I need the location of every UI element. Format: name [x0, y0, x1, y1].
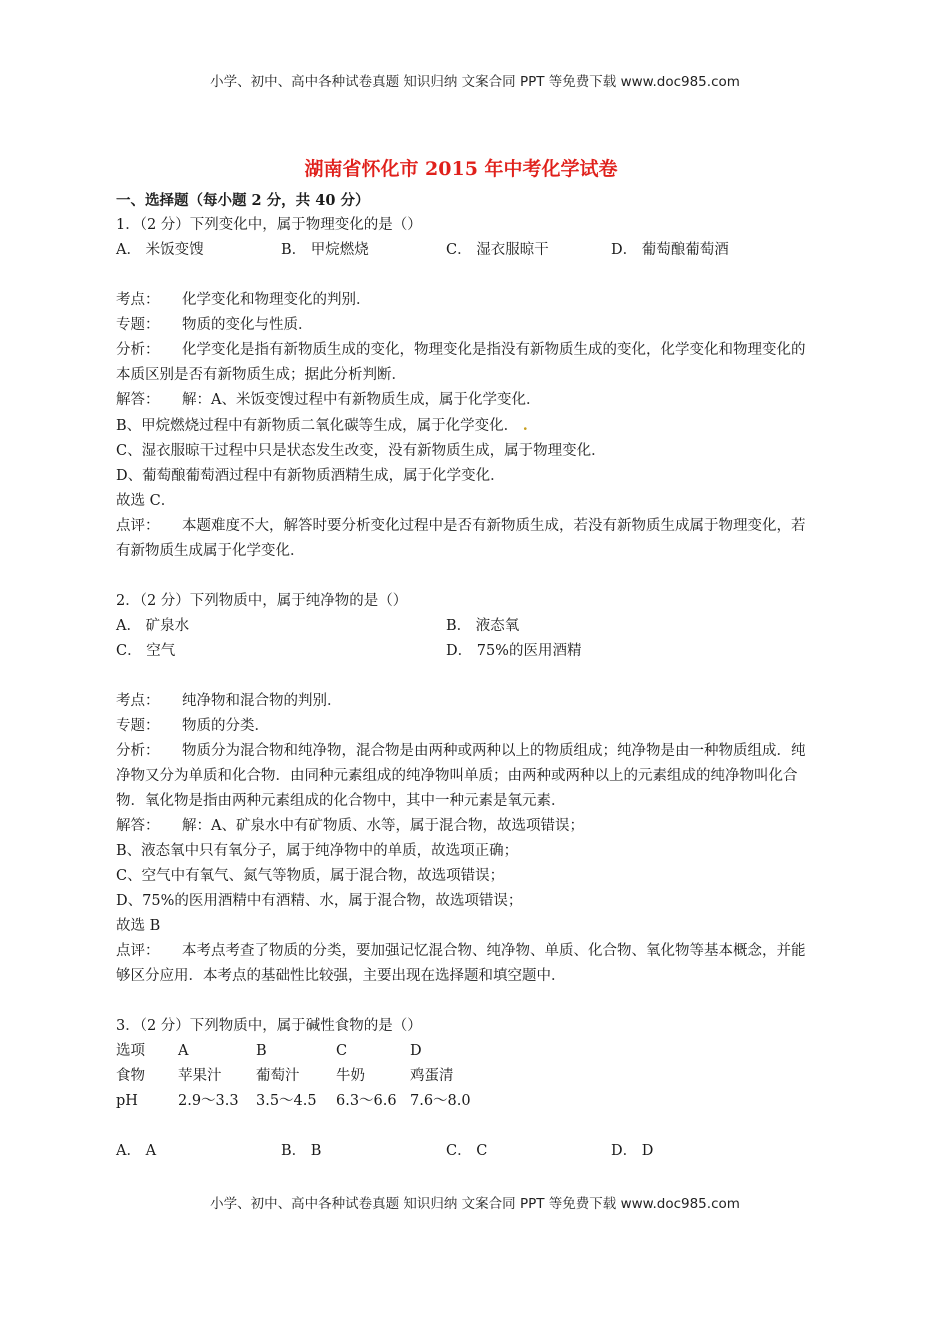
kaodian-label: 考点： — [116, 292, 160, 308]
table-cell: A — [178, 1043, 189, 1059]
option-c: C． 湿衣服晾干 — [446, 242, 549, 258]
option-a: A． 米饭变馊 — [116, 242, 204, 258]
dianping-line — [116, 514, 806, 564]
ph-table — [116, 1039, 490, 1114]
fenxi-text: 化学变化是指有新物质生成的变化，物理变化是指没有新物质生成的变化，化学变化和物理变化的本质区别是否有新物质生成；据此分析判断． — [116, 342, 806, 383]
table-cell: C — [336, 1043, 348, 1059]
dianping-text: 本考点考查了物质的分类，要加强记忆混合物、纯净物、单质、化合物、氧化物等基本概念，并能够区分应用．本考点的基础性比较强，主要出现在选择题和填空题中． — [116, 943, 806, 984]
jieda-text-b: B、甲烷燃烧过程中有新物质二氧化碳等生成，属于化学变化． — [116, 418, 519, 434]
question-stem: 3．（2 分）下列物质中，属于碱性食物的是（） — [116, 1018, 422, 1034]
question-3 — [116, 1014, 806, 1164]
table-cell: D — [410, 1043, 422, 1059]
option-b: B． 液态氧 — [446, 618, 520, 634]
fenxi-line — [116, 338, 806, 388]
option-a: A． 矿泉水 — [116, 618, 190, 634]
dianping-line — [116, 939, 806, 989]
table-cell: 6.3～6.6 — [336, 1093, 397, 1109]
page-title: 湖南省怀化市 2015 年中考化学试卷 — [304, 158, 618, 180]
table-cell: 食物 — [116, 1068, 145, 1084]
table-cell: pH — [116, 1093, 138, 1109]
zhuanti-line — [116, 714, 806, 739]
fenxi-label: 分析： — [116, 743, 160, 759]
table-cell: 葡萄汁 — [256, 1068, 300, 1084]
table-row — [116, 1089, 490, 1114]
option-d: D． 75%的医用酒精 — [446, 643, 582, 659]
jieda-label: 解答： — [116, 392, 160, 408]
kaodian-text: 化学变化和物理变化的判别． — [182, 292, 371, 308]
answer-line: 故选 B — [116, 918, 161, 934]
jieda-label: 解答： — [116, 818, 160, 834]
jieda-text-a: 解：A、矿泉水中有矿物质、水等，属于混合物，故选项错误； — [182, 818, 584, 834]
table-cell: 苹果汁 — [178, 1068, 222, 1084]
section-heading: 一、选择题（每小题 2 分，共 40 分） — [116, 192, 370, 209]
jieda-text-d: D、葡萄酿葡萄酒过程中有新物质酒精生成，属于化学变化． — [116, 468, 505, 484]
zhuanti-label: 专题： — [116, 317, 160, 333]
fenxi-label: 分析： — [116, 342, 160, 358]
table-cell: 牛奶 — [336, 1068, 365, 1084]
table-cell: 2.9～3.3 — [178, 1093, 239, 1109]
jieda-line — [116, 814, 806, 839]
fenxi-text: 物质分为混合物和纯净物，混合物是由两种或两种以上的物质组成；纯净物是由一种物质组成．纯净物又分为单质和化合物．由同种元素组成的纯净物叫单质；由两种或两种以上的元素组成的纯净物叫化合物．氧化物是指由两种元素组成的化合物中，其中一种元素是氧元素． — [116, 743, 806, 809]
option-list — [116, 614, 806, 664]
kaodian-line — [116, 288, 806, 313]
option-d: D． 葡萄酿葡萄酒 — [611, 242, 729, 258]
table-cell: 鸡蛋清 — [410, 1068, 454, 1084]
jieda-line — [116, 388, 806, 413]
option-list — [116, 1139, 806, 1164]
table-cell: 7.6～8.0 — [410, 1093, 471, 1109]
document-body — [116, 154, 806, 1164]
answer-line: 故选 C． — [116, 493, 176, 509]
option-a: A． A — [116, 1143, 157, 1159]
page-header-banner: 小学、初中、高中各种试卷真题 知识归纳 文案合同 PPT 等免费下载 www.doc985.com — [210, 74, 740, 90]
table-row — [116, 1039, 490, 1064]
jieda-text-b: B、液态氧中只有氧分子，属于纯净物中的单质，故选项正确； — [116, 843, 519, 859]
dianping-label: 点评： — [116, 943, 160, 959]
fenxi-line — [116, 739, 806, 814]
jieda-text-d: D、75%的医用酒精中有酒精、水，属于混合物，故选项错误； — [116, 893, 523, 909]
table-row — [116, 1064, 490, 1089]
zhuanti-text: 物质的变化与性质． — [182, 317, 313, 333]
option-b: B． 甲烷燃烧 — [281, 242, 369, 258]
option-d: D． D — [611, 1143, 654, 1159]
zhuanti-text: 物质的分类． — [182, 718, 269, 734]
option-b: B． B — [281, 1143, 322, 1159]
dianping-text: 本题难度不大，解答时要分析变化过程中是否有新物质生成，若没有新物质生成属于物理变化，若有新物质生成属于化学变化． — [116, 518, 806, 559]
kaodian-label: 考点： — [116, 693, 160, 709]
option-c: C． C — [446, 1143, 488, 1159]
zhuanti-line — [116, 313, 806, 338]
option-list — [116, 238, 806, 263]
question-stem: 2．（2 分）下列物质中，属于纯净物的是（） — [116, 593, 408, 609]
jieda-text-c: C、湿衣服晾干过程中只是状态发生改变，没有新物质生成，属于物理变化． — [116, 443, 606, 459]
zhuanti-label: 专题： — [116, 718, 160, 734]
table-cell: B — [256, 1043, 267, 1059]
question-1 — [116, 213, 806, 564]
question-2 — [116, 589, 806, 989]
option-c: C． 空气 — [116, 643, 176, 659]
table-cell: 选项 — [116, 1043, 145, 1059]
kaodian-line — [116, 689, 806, 714]
dot-mark: . — [522, 417, 528, 434]
table-cell: 3.5～4.5 — [256, 1093, 317, 1109]
jieda-text-a: 解：A、米饭变馊过程中有新物质生成，属于化学变化． — [182, 392, 541, 408]
jieda-text-c: C、空气中有氧气、氮气等物质，属于混合物，故选项错误； — [116, 868, 505, 884]
kaodian-text: 纯净物和混合物的判别． — [182, 693, 342, 709]
jieda-text-b-line — [116, 413, 806, 439]
dianping-label: 点评： — [116, 518, 160, 534]
page-footer-banner: 小学、初中、高中各种试卷真题 知识归纳 文案合同 PPT 等免费下载 www.doc985.com — [210, 1196, 740, 1212]
question-stem: 1．（2 分）下列变化中，属于物理变化的是（） — [116, 217, 422, 233]
